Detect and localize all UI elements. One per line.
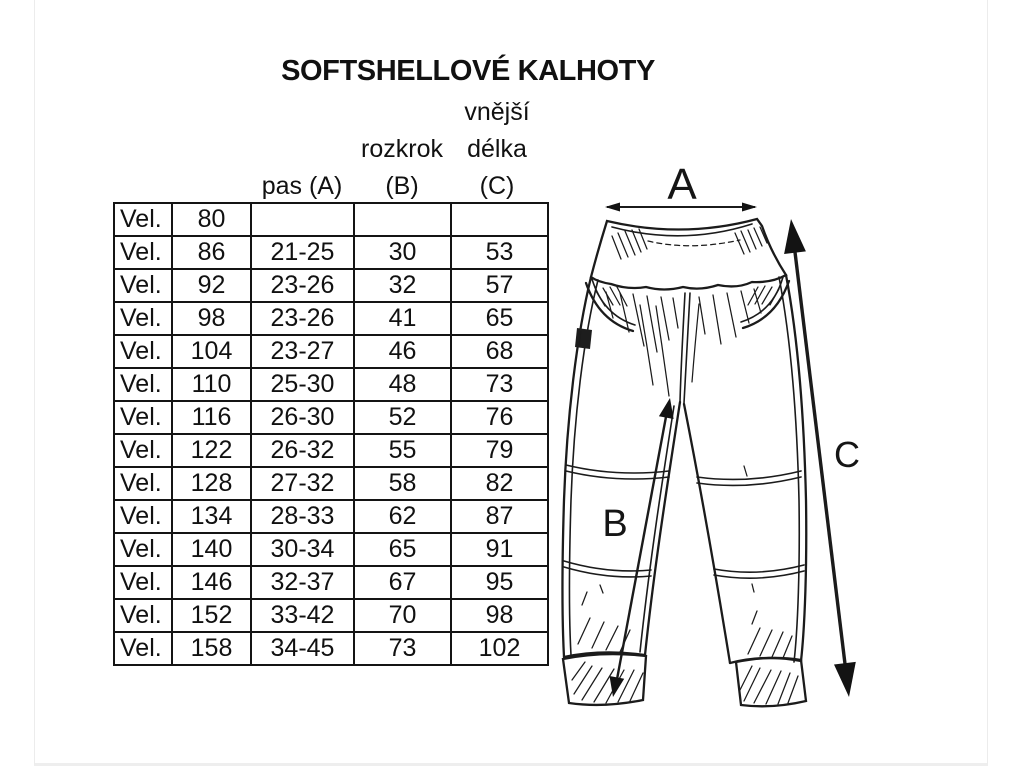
rozkrok-cell: 58 (354, 467, 451, 500)
table-row (114, 500, 548, 533)
delka-cell: 102 (451, 632, 548, 665)
pas-cell: 26-30 (251, 401, 354, 434)
measure-label-a: A (667, 160, 697, 209)
col-header-rozkrok-letter: (B) (385, 172, 419, 200)
pas-cell: 28-33 (251, 500, 354, 533)
pas-cell: 30-34 (251, 533, 354, 566)
size-cell: 134 (172, 500, 251, 533)
table-row (114, 302, 548, 335)
rozkrok-cell: 73 (354, 632, 451, 665)
size-cell: 92 (172, 269, 251, 302)
row-label-cell: Vel. (114, 566, 172, 599)
pants-waistband (591, 219, 786, 290)
col-header-delka-letter: (C) (479, 172, 515, 200)
rozkrok-cell: 55 (354, 434, 451, 467)
table-row (114, 533, 548, 566)
pants-knee-seams (564, 465, 804, 578)
row-label-cell: Vel. (114, 434, 172, 467)
delka-cell: 82 (451, 467, 548, 500)
delka-cell: 87 (451, 500, 548, 533)
pants-cuffs (563, 654, 806, 706)
size-cell: 128 (172, 467, 251, 500)
size-cell: 80 (172, 203, 251, 236)
table-row (114, 566, 548, 599)
row-label-cell: Vel. (114, 500, 172, 533)
delka-cell: 57 (451, 269, 548, 302)
rozkrok-cell: 62 (354, 500, 451, 533)
size-cell: 158 (172, 632, 251, 665)
rozkrok-cell: 30 (354, 236, 451, 269)
size-cell: 104 (172, 335, 251, 368)
col-header-delka-label-1: vnější (464, 98, 530, 126)
size-cell: 116 (172, 401, 251, 434)
row-label-cell: Vel. (114, 269, 172, 302)
rozkrok-cell (354, 203, 451, 236)
rozkrok-cell: 48 (354, 368, 451, 401)
table-row (114, 599, 548, 632)
row-label-cell: Vel. (114, 368, 172, 401)
measure-label-b: B (602, 503, 628, 545)
rozkrok-cell: 67 (354, 566, 451, 599)
rozkrok-cell: 46 (354, 335, 451, 368)
size-cell: 122 (172, 434, 251, 467)
col-header-pas (262, 168, 343, 205)
rozkrok-cell: 70 (354, 599, 451, 632)
pas-cell: 25-30 (251, 368, 354, 401)
pas-cell: 27-32 (251, 467, 354, 500)
col-header-pas-label: pas (A) (261, 172, 343, 200)
row-label-cell: Vel. (114, 401, 172, 434)
size-cell: 86 (172, 236, 251, 269)
delka-cell: 98 (451, 599, 548, 632)
row-label-cell: Vel. (114, 533, 172, 566)
delka-cell: 68 (451, 335, 548, 368)
pants-sketch-shading (578, 289, 792, 658)
table-row (114, 467, 548, 500)
col-header-rozkrok-label: rozkrok (361, 135, 443, 163)
size-table-body (114, 203, 548, 665)
rozkrok-cell: 41 (354, 302, 451, 335)
table-row (114, 368, 548, 401)
row-label-cell: Vel. (114, 599, 172, 632)
table-row (114, 269, 548, 302)
size-cell: 98 (172, 302, 251, 335)
rozkrok-cell: 32 (354, 269, 451, 302)
page-title: SOFTSHELLOVÉ KALHOTY (281, 55, 655, 87)
size-cell: 140 (172, 533, 251, 566)
delka-cell: 53 (451, 236, 548, 269)
size-cell: 110 (172, 368, 251, 401)
pas-cell: 23-26 (251, 269, 354, 302)
pas-cell: 23-27 (251, 335, 354, 368)
delka-cell: 95 (451, 566, 548, 599)
col-header-rozkrok (361, 131, 443, 205)
pants-legs (563, 275, 807, 663)
delka-cell: 79 (451, 434, 548, 467)
table-row (114, 236, 548, 269)
rozkrok-cell: 65 (354, 533, 451, 566)
table-row (114, 203, 548, 236)
pas-cell: 23-26 (251, 302, 354, 335)
rozkrok-cell: 52 (354, 401, 451, 434)
row-label-cell: Vel. (114, 302, 172, 335)
pas-cell: 21-25 (251, 236, 354, 269)
pants-side-tag (575, 328, 592, 349)
col-header-delka-label-2: délka (467, 135, 527, 163)
delka-cell (451, 203, 548, 236)
table-row (114, 632, 548, 665)
row-label-cell: Vel. (114, 467, 172, 500)
pas-cell: 33-42 (251, 599, 354, 632)
row-label-cell: Vel. (114, 335, 172, 368)
row-label-cell: Vel. (114, 632, 172, 665)
size-cell: 146 (172, 566, 251, 599)
delka-cell: 65 (451, 302, 548, 335)
table-row (114, 335, 548, 368)
delka-cell: 73 (451, 368, 548, 401)
size-cell: 152 (172, 599, 251, 632)
pas-cell: 26-32 (251, 434, 354, 467)
pas-cell: 32-37 (251, 566, 354, 599)
table-row (114, 434, 548, 467)
pants-diagram (540, 150, 1024, 768)
pas-cell (251, 203, 354, 236)
measure-label-c: C (834, 434, 860, 475)
pas-cell: 34-45 (251, 632, 354, 665)
table-row (114, 401, 548, 434)
col-header-delka (464, 94, 529, 205)
row-label-cell: Vel. (114, 203, 172, 236)
row-label-cell: Vel. (114, 236, 172, 269)
delka-cell: 76 (451, 401, 548, 434)
size-table (113, 202, 549, 666)
delka-cell: 91 (451, 533, 548, 566)
